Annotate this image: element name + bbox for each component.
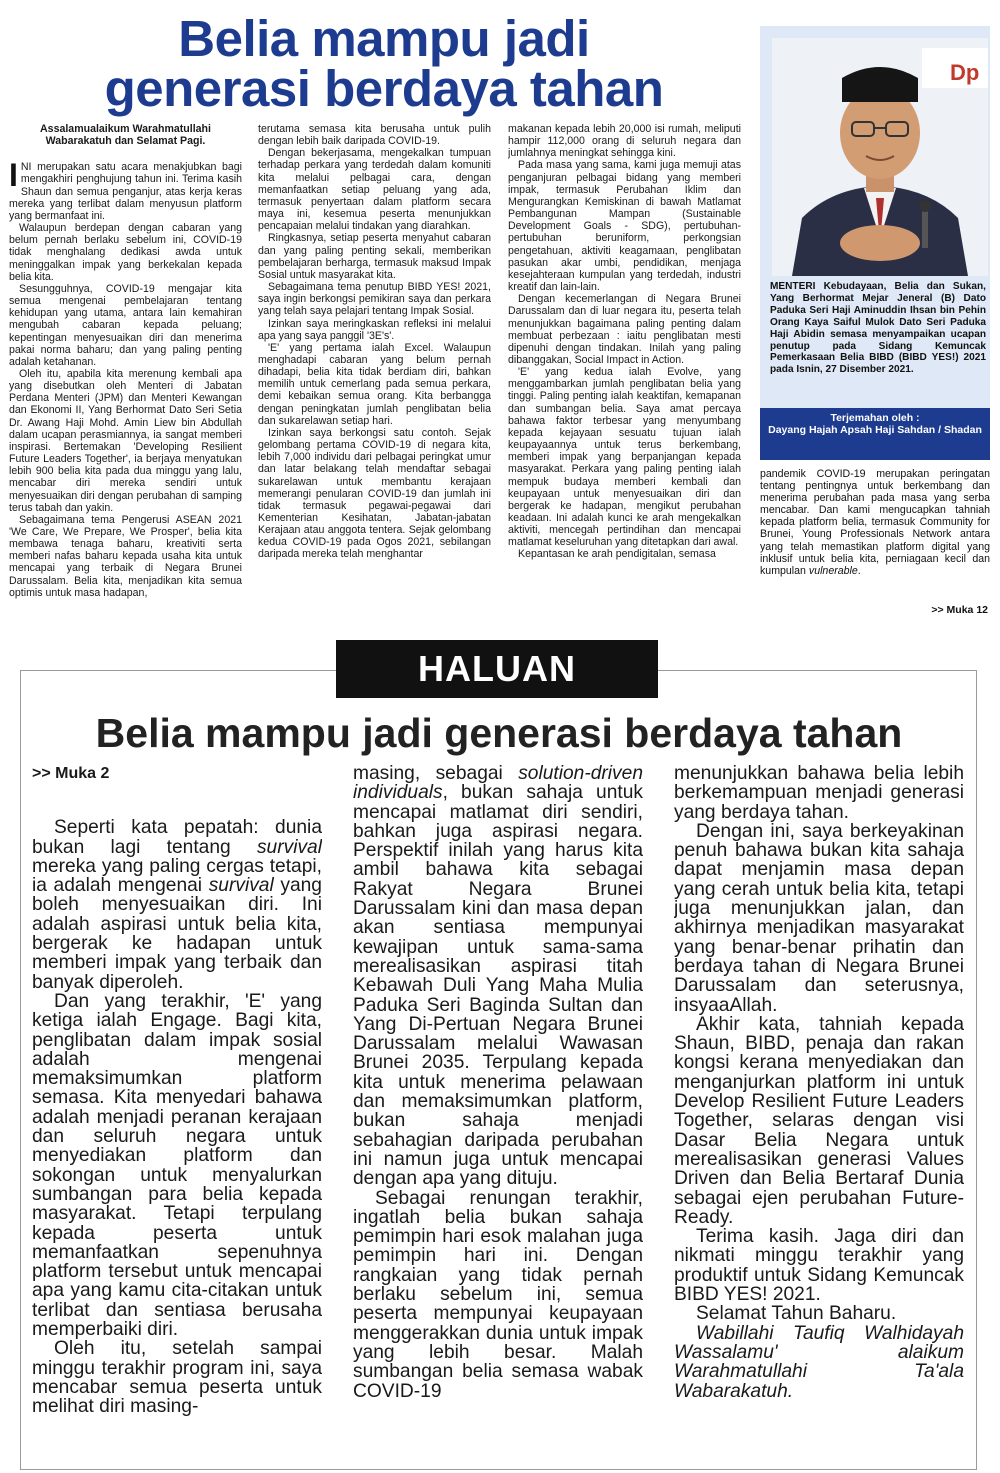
paragraph: Ringkasnya, setiap peserta menyahut cabaran dan yang paling penting sekali, memberikan pembelajaran berharga, termasuk maksud Impak Sosial untuk masyarakat kita. xyxy=(258,232,491,281)
paragraph: makanan kepada lebih 20,000 isi rumah, meliputi hampir 112,000 orang di seluruh negara dan jumlahnya meningkat sehingga kini. xyxy=(508,123,741,160)
paragraph: 'E' yang kedua ialah Evolve, yang menggambarkan jumlah penglibatan belia yang tinggi. Paling penting ialah keaktifan, kemapanan dan sumbangan belia. Saya amat percaya bahawa faktor terbesar yang menyumbang kepada kejayaan sesuatu tujuan ialah keupayaannya untuk terus berkembang, memberi impak yang berpanjangan kepada masyarakat. Perkara yang paling penting ialah mempuk budaya memberi kembali dan keupayaan untuk menyesuaikan diri dan bergerak ke hadapan, mengikut perubahan keadaan. Ini adalah kunci ke arah mengekalkan aktiviti, mencegah pertindihan dan mencapai matlamat keseluruhan yang ditetapkan dari awal. xyxy=(508,366,741,549)
paragraph: Walaupun berdepan dengan cabaran yang belum pernah berlaku sebelum ini, COVID-19 tidak menghalang dedikasi awda untuk meninggalkan impak yang berkekalan kepada belia kita. xyxy=(9,222,242,283)
paragraph: Izinkan saya meringkaskan refleksi ini melalui apa yang saya panggil '3E's'. xyxy=(258,317,491,342)
paragraph: Selamat Tahun Baharu. xyxy=(696,1303,897,1325)
continued-from-label: >> Muka 2 xyxy=(32,765,110,782)
top-headline-line1: Belia mampu jadi xyxy=(178,10,590,67)
paragraph: Sebagaimana tema Pengerusi ASEAN 2021 'We Care, We Prepare, We Prosper', belia kita membawa tenaga baharu, kreativiti serta memberi nafas baharu kepada usaha kita untuk mencapai yang terbaik di Negara Brunei Darussalam. Belia kita, menjadikan kita semua optimis untuk masa hadapan, xyxy=(9,513,242,599)
top-column-1 xyxy=(9,123,242,613)
top-headline xyxy=(20,10,748,117)
paragraph: Sebagaimana tema penutup BIBD YES! 2021, saya ingin berkongsi pemikiran saya dan perkara yang telah saya pelajari tentang Impak Sosial. xyxy=(258,281,491,318)
bottom-column-2 xyxy=(353,764,643,1464)
paragraph: Akhir kata, tahniah kepada Shaun, BIBD, penaja dan rakan kongsi kerana menyediakan dan menganjurkan platform ini untuk Develop Resilient Future Leaders Together, selaras dengan visi Dasar Belia Negara untuk merealisasikan generasi Values Driven dan Belia Bertaraf Dunia sebagai ejen perubahan Future-Ready. xyxy=(674,1013,964,1228)
paragraph: Dengan kecemerlangan di Negara Brunei Darussalam dan di luar negara itu, peserta telah menunjukkan bagaimana paling penting dalam membuat perbezaan : iaitu penglibatan mesti dipenuhi dengan tindakan. Inilah yang paling dibanggakan, Social Impact in Action. xyxy=(508,293,741,366)
photo-caption: MENTERI Kebudayaan, Belia dan Sukan, Yang Berhormat Mejar Jeneral (B) Dato Paduka Seri Haji Aminuddin Ihsan bin Pehin Orang Kaya Saiful Mulok Dato Seri Paduka Haji Abidin semasa menyampaikan ucapan penutup pada Sidang Kemuncak Pemerkasaan Belia BIBD (BIBD YES!) 2021 pada Isnin, 27 Disember 2021. xyxy=(770,281,986,376)
paragraph: terutama semasa kita berusaha untuk pulih dengan lebih baik daripada COVID-19. xyxy=(258,123,491,148)
minister-portrait-illustration xyxy=(772,38,988,276)
translator-name: Dayang Hajah Apsah Haji Sahdan / Shadan xyxy=(768,424,982,436)
paragraph: Sesungguhnya, COVID-19 mengajar kita semua mengenai pembelajaran tentang kehidupan yang utama, antara lain kemahiran mengubah cabaran kepada peluang; kepentingan menyesuaikan diri dan menerima pakai norma baharu; dan yang paling penting adalah ketahanan. xyxy=(9,282,242,368)
translation-box xyxy=(760,408,990,460)
bottom-column-1 xyxy=(32,764,322,1464)
section-label-haluan: HALUAN xyxy=(336,640,658,698)
bottom-column-3 xyxy=(674,764,964,1464)
minister-photo xyxy=(772,38,988,276)
paragraph: INI merupakan satu acara menakjubkan bagi mengakhiri penghujung tahun ini. Terima kasih Shaun dan semua penganjur, atas kerja keras mereka yang terlibat dalam menyusun platform yang bermanfaat ini. xyxy=(9,157,242,222)
right-column-text: pandemik COVID-19 merupakan peringatan tentang pentingnya untuk berkembang dan menerima perubahan pada masa yang serba mencabar. Dan kami mengucapkan tahniah kepada platform belia, termasuk Community for Brunei, Young Professionals Network antara yang telah memastikan platform digital yang inklusif untuk belia kita, perniagaan kecil dan kumpulan vulnerable. xyxy=(760,468,990,577)
photo-banner-text: Dp xyxy=(950,60,980,85)
paragraph: Seperti kata pepatah: dunia bukan lagi tentang survival mereka yang paling cergas tetapi, ia adalah mengenai survival yang boleh menyesuaikan diri. Ini adalah aspirasi untuk belia kita, bergerak ke hadapan untuk memberi impak yang terbaik dan banyak diperoleh. xyxy=(32,817,322,993)
top-headline-line2: generasi berdaya tahan xyxy=(104,60,664,117)
paragraph: Dan yang terakhir, 'E' yang ketiga ialah Engage. Bagi kita, penglibatan dalam impak sosial adalah mengenai memaksimumkan platform semasa. Kita menyedari bahawa adalah menjadi peranan kerajaan dan seluruh negara untuk menyediakan platform dan sokongan untuk menyalurkan sumbangan para belia kepada masyarakat. Tetapi terpulang kepada peserta untuk memanfaatkan sepenuhnya platform tersebut untuk mencapai apa yang kamu cita-citakan untuk terlibat dan sentiasa berusaha memperbaiki diri. xyxy=(32,990,322,1341)
paragraph: Terima kasih. Jaga diri dan nikmati minggu terakhir yang produktif untuk Sidang Kemuncak BIBD YES! 2021. xyxy=(674,1226,964,1306)
paragraph: Oleh itu, setelah sampai minggu terakhir program ini, saya mencabar semua peserta untuk melihat diri masing- xyxy=(32,1338,322,1418)
paragraph: Dengan ini, saya berkeyakinan penuh bahawa bukan kita sahaja dapat menjamin masa depan yang cerah untuk belia kita, tetapi juga menunjukkan jalan, dan akhirnya menjadikan masyarakat yang benar-benar prihatin dan berdaya tahan di Negara Brunei Darussalam dan seterusnya, insyaaAllah. xyxy=(674,820,964,1016)
paragraph: Dengan bekerjasama, mengekalkan tumpuan terhadap perkara yang terdedah dalam komuniti kita melalui pelbagai cara, dengan memanfaatkan setiap peluang yang ada, termasuk penyertaan dalam platform secara maya ini, kesemua peserta menunjukkan pencapaian melalui tindakan yang diarahkan. xyxy=(258,147,491,233)
paragraph: Sebagai renungan terakhir, ingatlah belia bukan sahaja pemimpin hari esok malahan juga pemimpin hari ini. Dengan rangkaian yang tidak pernah berlaku sebelum ini, semua peserta mempunyai keupayaan menggerakkan dunia untuk impak yang lebih besar. Malah sumbangan belia semasa wabak COVID-19 xyxy=(353,1187,643,1402)
bottom-headline: Belia mampu jadi generasi berdaya tahan xyxy=(95,710,903,756)
drop-cap: I xyxy=(9,157,18,194)
paragraph: Pada masa yang sama, kami juga memuji atas penganjuran pelbagai bidang yang memberi impak, termasuk Perubahan Iklim dan Mengurangkan Kemiskinan di bawah Matlamat Pembangunan Mampan (Sustainable Development Goals - SDG), pertubuhan-pertubuhan beruniform, perkongsian pengetahuan, aktiviti keagamaan, penglibatan pasukan akar umbi, pendidikan, menjaga kesejahteraan kumpulan yang terdedah, industri kreatif dan lain-lain. xyxy=(508,159,741,294)
paragraph: Izinkan saya berkongsi satu contoh. Sejak gelombang pertama COVID-19 di negara kita, lebih 7,000 individu dari pelbagai peringkat umur dan latar belakang telah mendaftar sebagai sukarelawan untuk membantu kerajaan memerangi penularan COVID-19 dan jumlah ini tidak termasuk pegawai-pegawai dari Kementerian Kesihatan, Jabatan-jabatan Kerajaan atau anggota tentera. Sejak gelombang kedua COVID-19 pada Ogos 2021, sebilangan daripada mereka telah menghantar xyxy=(258,426,491,561)
continue-page-label: >> Muka 12 xyxy=(931,604,988,616)
top-column-2 xyxy=(258,123,491,613)
translation-label: Terjemahan oleh : xyxy=(830,412,920,424)
paragraph: menunjukkan bahawa belia lebih berkemampuan menjadi generasi yang berdaya tahan. xyxy=(674,764,964,823)
top-column-3 xyxy=(508,123,741,613)
paragraph-closing: Wabillahi Taufiq Walhidayah Wassalamu' alaikum Warahmatullahi Ta'ala Wabarakatuh. xyxy=(674,1322,964,1402)
paragraph: masing, sebagai solution-driven individuals, bukan sahaja untuk mencapai matlamat diri sendiri, bahkan juga aspirasi negara. Perspektif inilah yang harus kita ambil bahawa kita sebagai Rakyat Negara Brunei Darussalam kini dan masa depan akan sentiasa mempunyai kewajipan untuk sama-sama merealisasikan aspirasi titah Kebawah Duli Yang Maha Mulia Paduka Seri Baginda Sultan dan Yang Di-Pertuan Negara Brunei Darussalam melalui Wawasan Brunei 2035. Terpulang kepada kita untuk menerima pelawaan dan memaksimumkan platform, bukan sahaja menjadi sebahagian daripada perubahan ini namun juga untuk mencapai dengan apa yang dituju. xyxy=(353,764,643,1190)
paragraph: Oleh itu, apabila kita merenung kembali apa yang disebutkan oleh Menteri di Jabatan Perdana Menteri (JPM) dan Menteri Kewangan dan Ekonomi II, Yang Berhormat Dato Seri Setia Dr. Awang Haji Mohd. Amin Liew bin Abdullah dalam ucapan perasmiannya, ia sangat memberi inspirasi. Bertemakan 'Developing Resilient Future Leaders Together', ia berjaya menyatukan lebih 900 belia kita pada dua minggu yang lalu, mencabar diri mereka sendiri untuk menyesuaikan diri dengan perubahan di samping terus tabah dan yakin. xyxy=(9,367,242,514)
greeting: Assalamualaikum Warahmatullahi Wabarakatuh dan Selamat Pagi. xyxy=(40,123,211,148)
paragraph: 'E' yang pertama ialah Excel. Walaupun menghadapi cabaran yang belum pernah dihadapi, belia kita tidak berdiam diri, bahkan memilih untuk cemerlang pada semua perkara, demi kebaikan semua orang. Kita berbangga dengan peningkatan jumlah penglibatan belia dan sukarelawan setiap hari. xyxy=(258,341,491,427)
paragraph: Kepantasan ke arah pendigitalan, semasa xyxy=(518,548,716,561)
